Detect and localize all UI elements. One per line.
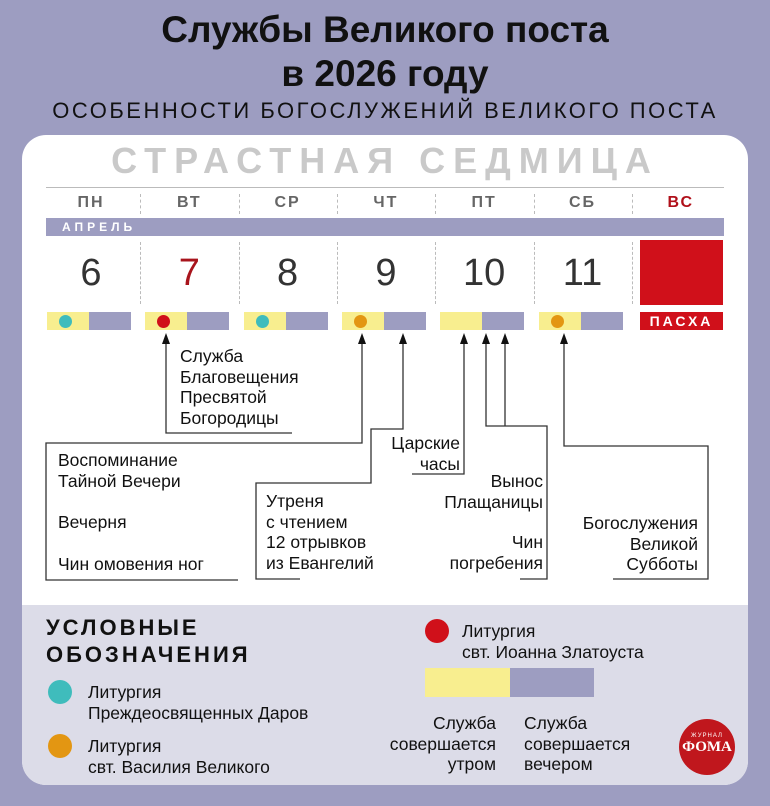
red-dot-icon — [425, 619, 449, 643]
date-8: 8 — [277, 252, 299, 294]
week-title: СТРАСТНАЯ СЕДМИЦА — [111, 140, 659, 181]
arrow-icon — [460, 333, 468, 344]
title-line-2: в 2026 году — [281, 53, 489, 94]
date-11: 11 — [562, 252, 603, 294]
legend-teal: Литургия Преждеосвященных Даров — [88, 682, 309, 723]
date-6: 6 — [80, 252, 102, 294]
note-matins: Утреня с чтением 12 отрывков из Евангелий — [266, 491, 374, 573]
note-thursday: Воспоминание Тайной Вечери Вечерня Чин омовения ног — [58, 450, 204, 574]
legend-evening-swatch — [510, 668, 594, 697]
weekday-3: ЧТ — [373, 194, 399, 211]
note-annunciation: Служба Благовещения Пресвятой Богородицы — [180, 346, 299, 428]
subtitle: ОСОБЕННОСТИ БОГОСЛУЖЕНИЙ ВЕЛИКОГО ПОСТА — [52, 98, 718, 123]
legend-orange: Литургия свт. Василия Великого — [88, 736, 270, 777]
arrow-icon — [358, 333, 366, 344]
orange-dot-icon — [48, 734, 72, 758]
arrow-icon — [482, 333, 490, 344]
arrow-icon — [560, 333, 568, 344]
legend-title: УСЛОВНЫЕ ОБОЗНАЧЕНИЯ — [46, 615, 251, 667]
legend-morning: Служба совершается утром — [389, 713, 496, 774]
date-7: 7 — [178, 252, 200, 294]
legend-morning-swatch — [425, 668, 510, 697]
date-10: 10 — [463, 252, 506, 294]
teal-dot-icon — [48, 680, 72, 704]
legend-red: Литургия свт. Иоанна Златоуста — [462, 621, 644, 662]
foma-logo: ЖУРНАЛ ФОМА — [679, 719, 735, 775]
weekday-5: СБ — [568, 194, 597, 211]
weekday-2: СР — [274, 194, 301, 211]
note-shroud: Вынос Плащаницы Чин погребения — [444, 471, 543, 573]
month-bar: АПРЕЛЬ — [46, 218, 724, 236]
legend-evening: Служба совершается вечером — [524, 713, 631, 774]
note-royal-hours: Царские часы — [391, 433, 460, 474]
arrow-icon — [501, 333, 509, 344]
date-9: 9 — [375, 252, 397, 294]
arrow-icon — [162, 333, 170, 344]
weekday-4: ПТ — [471, 194, 497, 211]
weekday-1: ВТ — [176, 194, 202, 211]
arrow-icon — [399, 333, 407, 344]
weekday-6: ВС — [667, 194, 695, 211]
weekday-0: ПН — [77, 194, 105, 211]
note-saturday: Богослужения Великой Субботы — [582, 513, 698, 574]
easter-label: ПАСХА — [640, 312, 723, 330]
title-line-1: Службы Великого поста — [161, 9, 609, 50]
